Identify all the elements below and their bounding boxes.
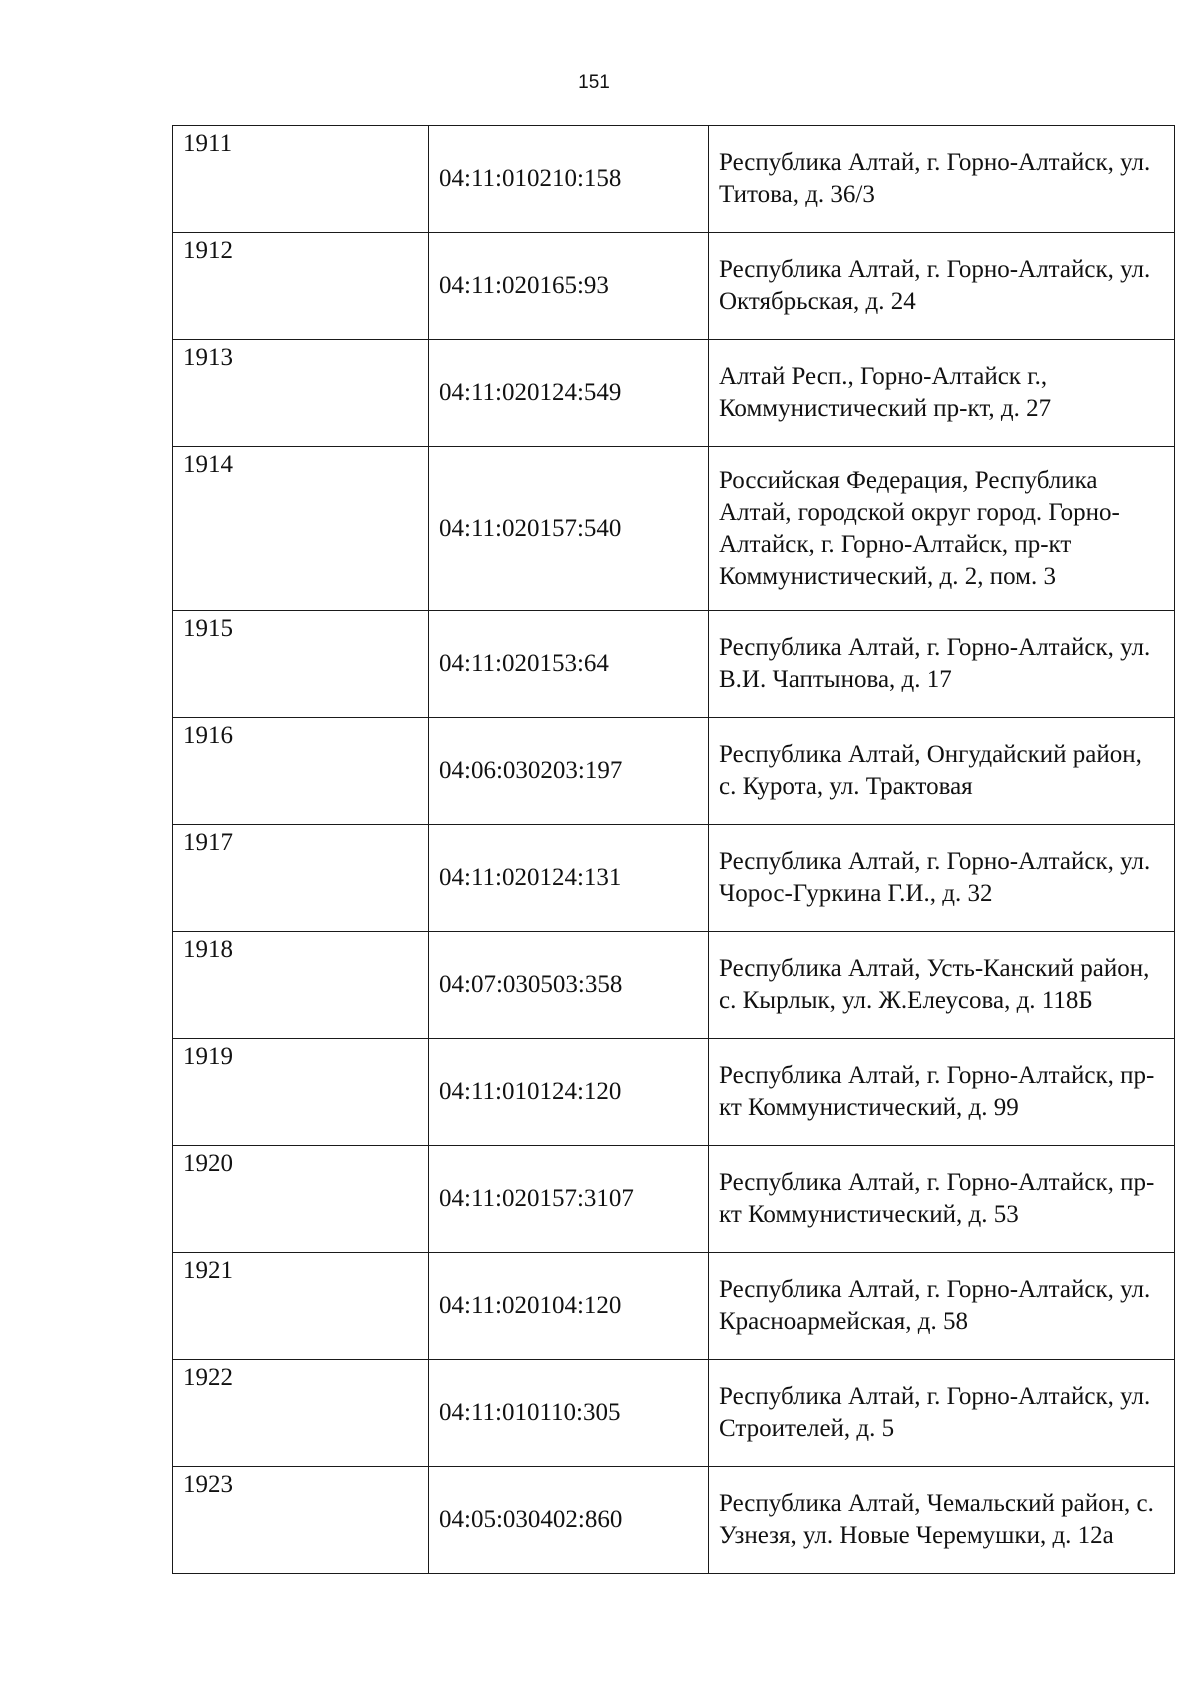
table-row (173, 1039, 1175, 1146)
row-number-cell: 1923 (173, 1467, 429, 1574)
table-row (173, 1146, 1175, 1253)
cadastral-number-cell: 04:11:010210:158 (429, 126, 709, 233)
address-cell: Республика Алтай, г. Горно-Алтайск, пр-кт Коммунистический, д. 99 (709, 1039, 1175, 1146)
address-cell: Республика Алтай, г. Горно-Алтайск, ул. Строителей, д. 5 (709, 1360, 1175, 1467)
table-row (173, 233, 1175, 340)
row-number-cell: 1919 (173, 1039, 429, 1146)
address-cell: Республика Алтай, г. Горно-Алтайск, ул. Красноармейская, д. 58 (709, 1253, 1175, 1360)
table-row (173, 340, 1175, 447)
row-number-cell: 1917 (173, 825, 429, 932)
address-cell: Российская Федерация, Республика Алтай, городской округ город. Горно-Алтайск, г. Горно-Алтайск, пр-кт Коммунистический, д. 2, пом. 3 (709, 447, 1175, 611)
cadastral-number-cell: 04:11:020157:540 (429, 447, 709, 611)
row-number-cell: 1922 (173, 1360, 429, 1467)
table-row (173, 718, 1175, 825)
table-row (173, 611, 1175, 718)
cadastral-number-cell: 04:06:030203:197 (429, 718, 709, 825)
address-cell: Республика Алтай, Онгудайский район, с. Курота, ул. Трактовая (709, 718, 1175, 825)
table-row (173, 126, 1175, 233)
page-number: 151 (578, 72, 610, 93)
address-cell: Республика Алтай, Чемальский район, с. Узнезя, ул. Новые Черемушки, д. 12а (709, 1467, 1175, 1574)
cadastral-number-cell: 04:11:020153:64 (429, 611, 709, 718)
row-number-cell: 1918 (173, 932, 429, 1039)
table-row (173, 825, 1175, 932)
cadastral-number-cell: 04:11:010124:120 (429, 1039, 709, 1146)
table-row (173, 932, 1175, 1039)
address-cell: Республика Алтай, г. Горно-Алтайск, ул. В.И. Чаптынова, д. 17 (709, 611, 1175, 718)
row-number-cell: 1921 (173, 1253, 429, 1360)
row-number-cell: 1916 (173, 718, 429, 825)
cadastral-number-cell: 04:11:020124:131 (429, 825, 709, 932)
cadastral-number-cell: 04:11:010110:305 (429, 1360, 709, 1467)
row-number-cell: 1912 (173, 233, 429, 340)
address-cell: Республика Алтай, г. Горно-Алтайск, ул. Титова, д. 36/3 (709, 126, 1175, 233)
address-cell: Республика Алтай, г. Горно-Алтайск, ул. Чорос-Гуркина Г.И., д. 32 (709, 825, 1175, 932)
cadastral-number-cell: 04:11:020157:3107 (429, 1146, 709, 1253)
table-row (173, 1253, 1175, 1360)
row-number-cell: 1913 (173, 340, 429, 447)
row-number-cell: 1915 (173, 611, 429, 718)
cadastral-number-cell: 04:07:030503:358 (429, 932, 709, 1039)
cadastral-number-cell: 04:05:030402:860 (429, 1467, 709, 1574)
cadastral-number-cell: 04:11:020104:120 (429, 1253, 709, 1360)
row-number-cell: 1920 (173, 1146, 429, 1253)
address-cell: Республика Алтай, г. Горно-Алтайск, пр-кт Коммунистический, д. 53 (709, 1146, 1175, 1253)
address-cell: Республика Алтай, Усть-Канский район, с. Кырлык, ул. Ж.Елеусова, д. 118Б (709, 932, 1175, 1039)
row-number-cell: 1911 (173, 126, 429, 233)
row-number-cell: 1914 (173, 447, 429, 611)
table-row (173, 447, 1175, 611)
cadastral-number-cell: 04:11:020165:93 (429, 233, 709, 340)
registry-table (172, 125, 1175, 1574)
address-cell: Республика Алтай, г. Горно-Алтайск, ул. Октябрьская, д. 24 (709, 233, 1175, 340)
address-cell: Алтай Респ., Горно-Алтайск г., Коммунистический пр-кт, д. 27 (709, 340, 1175, 447)
table-row (173, 1467, 1175, 1574)
table-row (173, 1360, 1175, 1467)
cadastral-number-cell: 04:11:020124:549 (429, 340, 709, 447)
